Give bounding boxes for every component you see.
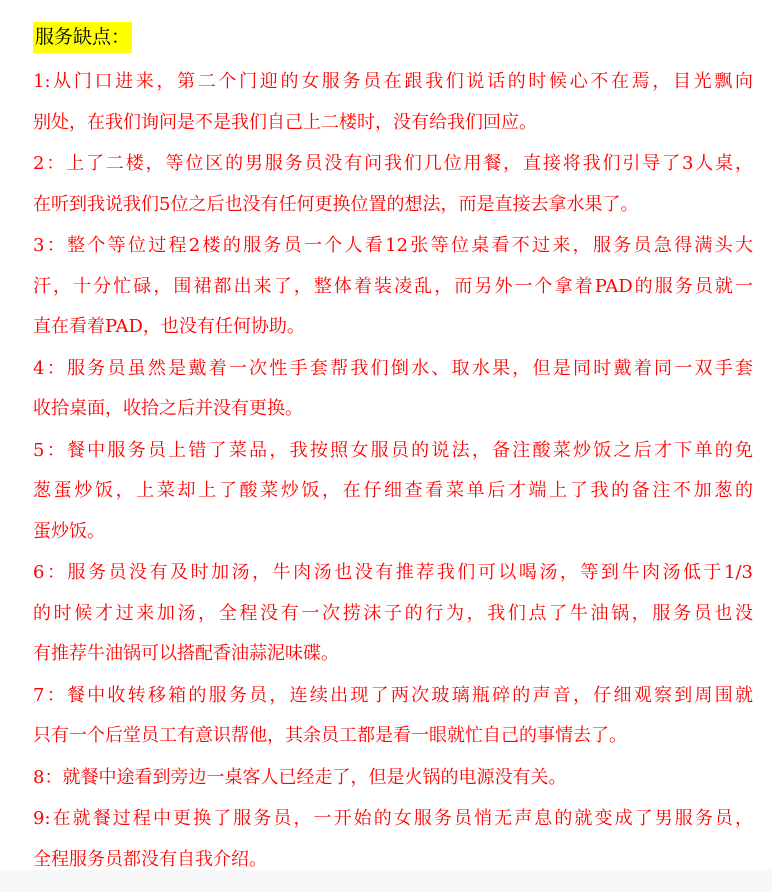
issue-item bbox=[33, 758, 753, 799]
issue-text-line: 4：服务员虽然是戴着一次性手套帮我们倒水、取水果，但是同时戴着同一双手套 bbox=[33, 357, 753, 379]
issue-text-line: 有推荐牛油锅可以搭配香油蒜泥味碟。 bbox=[33, 643, 339, 664]
issue-text-line: 6：服务员没有及时加汤，牛肉汤也没有推荐我们可以喝汤，等到牛肉汤低于1/3 bbox=[33, 562, 753, 583]
section-title: 服务缺点： bbox=[33, 22, 132, 53]
issue-item bbox=[33, 676, 753, 757]
issue-item bbox=[33, 431, 753, 553]
issue-text-line: 2：上了二楼，等位区的男服务员没有问我们几位用餐，直接将我们引导了3人桌， bbox=[33, 153, 753, 174]
issue-text-line: 1:从门口进来，第二个门迎的女服务员在跟我们说话的时候心不在焉，目光飘向 bbox=[33, 71, 753, 92]
issue-text-line: 7：餐中收转移箱的服务员，连续出现了两次玻璃瓶碎的声音，仔细观察到周围就 bbox=[33, 684, 753, 706]
issue-text-line: 在听到我说我们5位之后也没有任何更换位置的想法，而是直接去拿水果了。 bbox=[33, 193, 639, 215]
issue-item bbox=[33, 144, 753, 225]
issue-item bbox=[33, 349, 753, 430]
service-issues-list bbox=[33, 62, 753, 881]
issue-item bbox=[33, 799, 753, 880]
issue-text-line: 蛋炒饭。 bbox=[33, 520, 105, 542]
issue-text-line: 直在看着PAD，也没有任何协助。 bbox=[33, 316, 305, 337]
issue-text-line: 汗，十分忙碌，围裙都出来了，整体着装凌乱，而另外一个拿着PAD的服务员就一 bbox=[33, 275, 753, 297]
issue-text-line: 的时候才过来加汤，全程没有一次捞沫子的行为，我们点了牛油锅，服务员也没 bbox=[33, 602, 753, 624]
issue-text-line: 全程服务员都没有自我介绍。 bbox=[33, 848, 267, 870]
issue-text-line: 5：餐中服务员上错了菜品，我按照女服员的说法，备注酸菜炒饭之后才下单的免 bbox=[33, 439, 753, 461]
issue-text-line: 葱蛋炒饭，上菜却上了酸菜炒饭，在仔细查看菜单后才端上了我的备注不加葱的 bbox=[33, 480, 753, 501]
issue-item bbox=[33, 553, 753, 675]
issue-text-line: 只有一个后堂员工有意识帮他，其余员工都是看一眼就忙自己的事情去了。 bbox=[33, 725, 627, 746]
issue-item bbox=[33, 62, 753, 143]
issue-text-line: 3：整个等位过程2楼的服务员一个人看12张等位桌看不过来，服务员急得满头大 bbox=[33, 235, 753, 256]
issue-text-line: 收拾桌面，收拾之后并没有更换。 bbox=[33, 398, 303, 419]
issue-text-line: 别处，在我们询问是不是我们自己上二楼时，没有给我们回应。 bbox=[33, 111, 537, 133]
issue-item bbox=[33, 226, 753, 348]
issue-text-line: 8：就餐中途看到旁边一桌客人已经走了，但是火锅的电源没有关。 bbox=[33, 766, 567, 788]
issue-text-line: 9:在就餐过程中更换了服务员，一开始的女服务员悄无声息的就变成了男服务员， bbox=[33, 808, 753, 829]
page-bottom-band bbox=[0, 870, 772, 892]
